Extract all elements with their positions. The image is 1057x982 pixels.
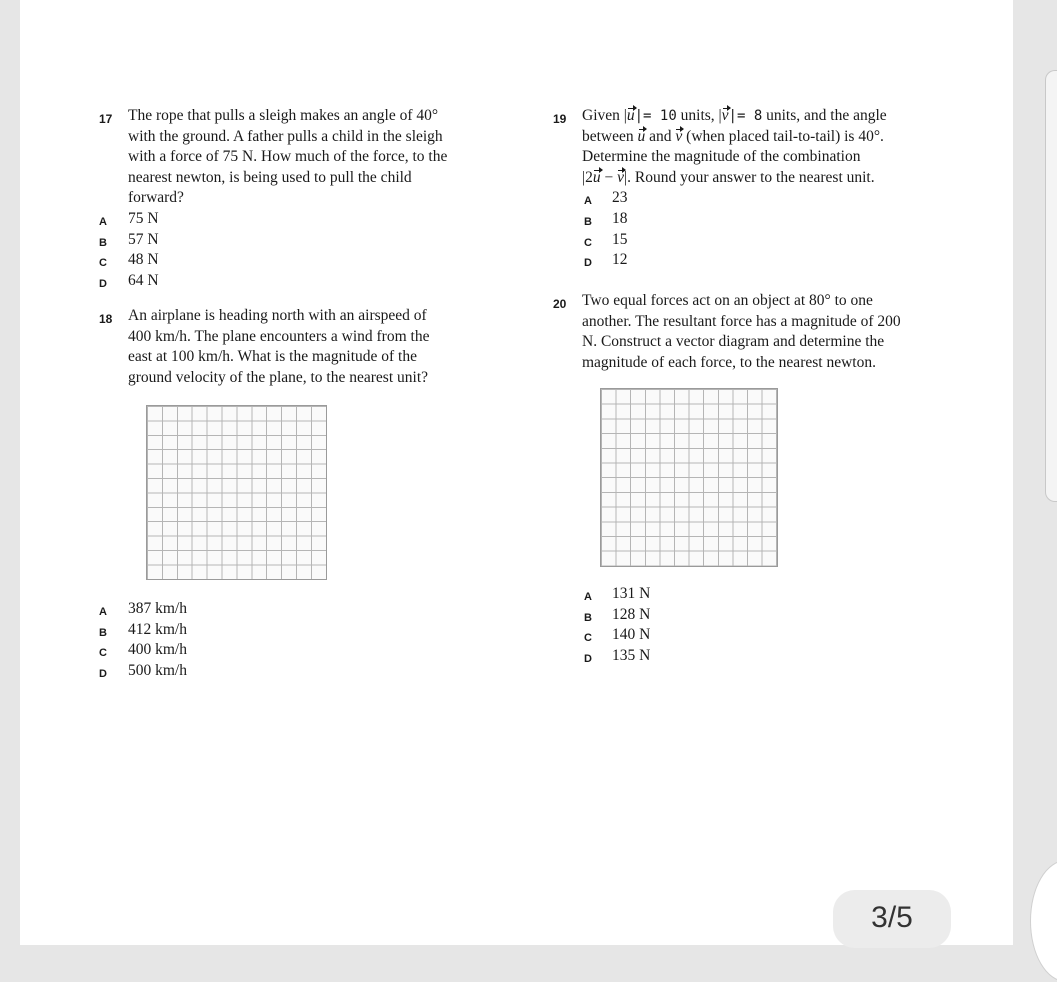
- question-text-line: with a force of 75 N. How much of the force, to the: [128, 148, 448, 166]
- scroll-handle[interactable]: [1045, 70, 1057, 502]
- option-a[interactable]: A 387 km/h: [99, 600, 187, 618]
- option-d[interactable]: D 12: [584, 251, 628, 270]
- question-text-line: Two equal forces act on an object at 80° to one: [582, 292, 873, 309]
- question-18: [99, 306, 519, 388]
- option-a[interactable]: A 131 N: [584, 585, 651, 603]
- question-text-line: between u and v (when placed tail-to-tail) is 40°.: [582, 127, 993, 148]
- question-20: [553, 291, 993, 373]
- option-b[interactable]: B 128 N: [584, 605, 651, 624]
- question-19: [553, 106, 993, 271]
- question-text-line: N. Construct a vector diagram and determine the: [582, 333, 885, 351]
- vector-v: v: [722, 106, 729, 127]
- option-a[interactable]: A 75 N: [99, 209, 159, 228]
- question-text-line: forward?: [128, 189, 184, 207]
- vector-u: u: [593, 168, 601, 189]
- option-d[interactable]: D 135 N: [584, 646, 651, 665]
- graph-grid: [146, 405, 327, 580]
- question-text-line: |2u − v|. Round your answer to the nearest unit.: [582, 168, 993, 189]
- question-text-line: The rope that pulls a sleigh makes an angle of 40°: [128, 107, 439, 124]
- answer-options: [99, 209, 519, 291]
- question-text-line: An airplane is heading north with an airspeed of: [128, 307, 427, 324]
- question-text-line: Given |u|= 10 units, |v|= 8 units, and the angle: [582, 106, 993, 127]
- question-number: 20: [553, 297, 567, 311]
- vector-u: u: [638, 127, 646, 148]
- answer-options: [553, 188, 993, 270]
- vector-u: u: [627, 106, 635, 127]
- question-18-options: [99, 599, 519, 681]
- question-text-line: magnitude of each force, to the nearest newton.: [582, 353, 876, 371]
- option-c[interactable]: C 400 km/h: [99, 641, 187, 660]
- question-20-options: [553, 584, 993, 666]
- graph-grid: [600, 388, 778, 567]
- option-b[interactable]: B 412 km/h: [99, 620, 187, 639]
- option-a[interactable]: A 23: [584, 189, 628, 208]
- question-number: 18: [99, 312, 113, 326]
- option-b[interactable]: B 57 N: [99, 230, 159, 249]
- question-text-line: another. The resultant force has a magnitude of 200: [582, 312, 901, 330]
- option-d[interactable]: D 500 km/h: [99, 661, 187, 680]
- question-17: [99, 106, 519, 291]
- option-c[interactable]: C 48 N: [99, 251, 159, 270]
- question-text-line: 400 km/h. The plane encounters a wind from the: [128, 327, 430, 345]
- option-b[interactable]: B 18: [584, 209, 628, 228]
- question-number: 17: [99, 112, 113, 126]
- question-text-line: east at 100 km/h. What is the magnitude of the: [128, 348, 417, 366]
- answer-options: [553, 584, 993, 666]
- option-c[interactable]: C 15: [584, 230, 628, 249]
- question-text-line: with the ground. A father pulls a child in the sleigh: [128, 127, 443, 145]
- option-d[interactable]: D 64 N: [99, 271, 159, 290]
- question-text-line: nearest newton, is being used to pull the child: [128, 168, 412, 186]
- question-text-line: Determine the magnitude of the combination: [582, 148, 861, 166]
- page-indicator: 3/5: [833, 890, 951, 948]
- question-number: 19: [553, 112, 567, 126]
- vector-v: v: [675, 127, 682, 148]
- question-text-line: ground velocity of the plane, to the nearest unit?: [128, 368, 429, 386]
- answer-options: [99, 599, 519, 681]
- vector-v: v: [617, 168, 624, 189]
- option-c[interactable]: C 140 N: [584, 626, 651, 645]
